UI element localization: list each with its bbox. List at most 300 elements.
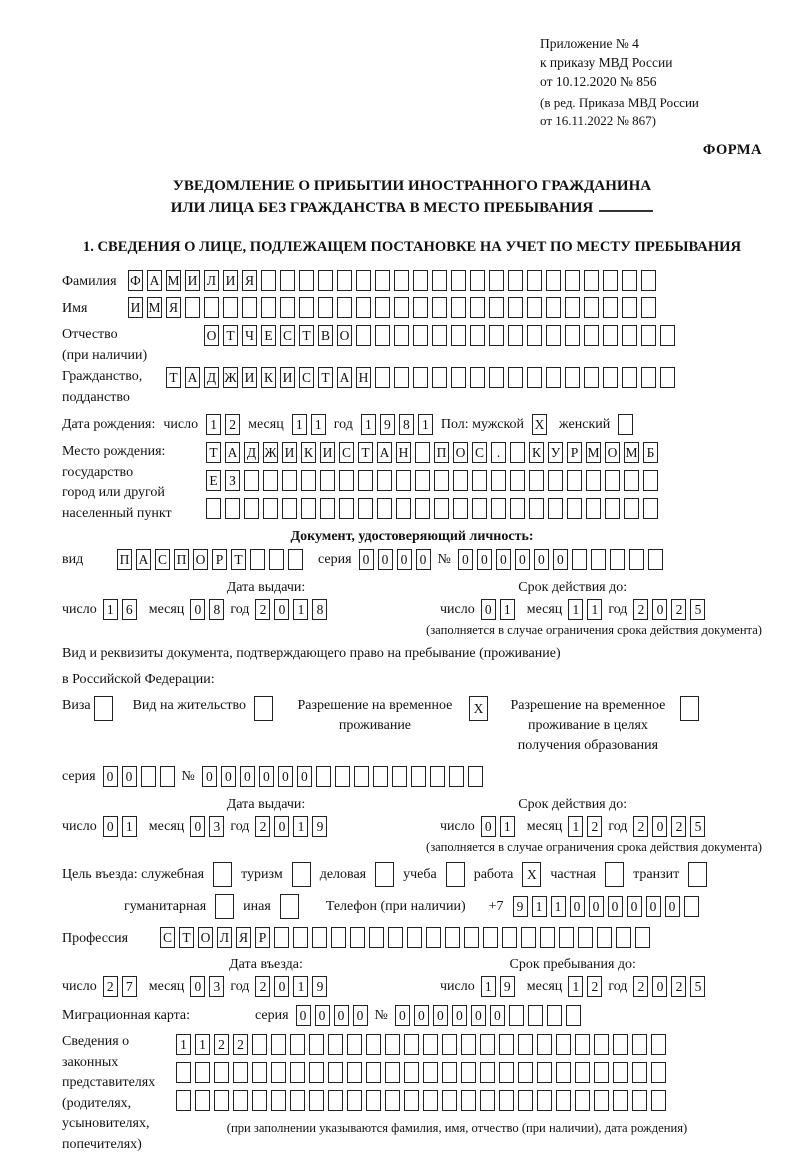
char-cell[interactable] bbox=[299, 270, 314, 291]
char-cell[interactable] bbox=[413, 367, 428, 388]
char-cell[interactable]: 0 bbox=[627, 896, 642, 917]
char-cell[interactable] bbox=[546, 367, 561, 388]
char-cell[interactable] bbox=[566, 1005, 581, 1026]
char-cell[interactable] bbox=[415, 442, 430, 463]
char-cell[interactable] bbox=[356, 270, 371, 291]
char-cell[interactable] bbox=[269, 549, 284, 570]
char-cell[interactable] bbox=[618, 414, 633, 435]
char-cell[interactable] bbox=[394, 367, 409, 388]
char-cell[interactable] bbox=[499, 1090, 514, 1111]
stay-day-input[interactable] bbox=[481, 976, 515, 997]
char-cell[interactable] bbox=[632, 1034, 647, 1055]
char-cell[interactable] bbox=[547, 1005, 562, 1026]
purpose-transit-checkbox[interactable] bbox=[688, 862, 707, 887]
purpose-tourism-checkbox[interactable] bbox=[292, 862, 311, 887]
char-cell[interactable] bbox=[261, 297, 276, 318]
char-cell[interactable] bbox=[350, 927, 365, 948]
char-cell[interactable] bbox=[309, 1034, 324, 1055]
char-cell[interactable]: Б bbox=[643, 442, 658, 463]
char-cell[interactable] bbox=[432, 367, 447, 388]
char-cell[interactable] bbox=[299, 297, 314, 318]
char-cell[interactable] bbox=[489, 297, 504, 318]
char-cell[interactable] bbox=[375, 270, 390, 291]
char-cell[interactable] bbox=[339, 498, 354, 519]
char-cell[interactable] bbox=[263, 470, 278, 491]
char-cell[interactable]: А bbox=[136, 549, 151, 570]
char-cell[interactable] bbox=[373, 766, 388, 787]
char-cell[interactable]: 0 bbox=[458, 549, 473, 570]
char-cell[interactable] bbox=[470, 270, 485, 291]
char-cell[interactable] bbox=[347, 1090, 362, 1111]
char-cell[interactable] bbox=[244, 470, 259, 491]
char-cell[interactable]: Я bbox=[236, 927, 251, 948]
char-cell[interactable]: М bbox=[586, 442, 601, 463]
char-cell[interactable] bbox=[529, 470, 544, 491]
char-cell[interactable] bbox=[356, 325, 371, 346]
char-cell[interactable] bbox=[556, 1034, 571, 1055]
char-cell[interactable]: X bbox=[532, 414, 547, 435]
char-cell[interactable]: А bbox=[185, 367, 200, 388]
char-cell[interactable]: 5 bbox=[690, 976, 705, 997]
temp-residence-checkbox[interactable] bbox=[469, 696, 488, 721]
char-cell[interactable] bbox=[548, 498, 563, 519]
char-cell[interactable]: 0 bbox=[259, 766, 274, 787]
char-cell[interactable]: 2 bbox=[671, 599, 686, 620]
char-cell[interactable]: 0 bbox=[103, 816, 118, 837]
doc-type-input[interactable] bbox=[117, 549, 303, 570]
char-cell[interactable] bbox=[271, 1062, 286, 1083]
char-cell[interactable] bbox=[603, 297, 618, 318]
char-cell[interactable]: 3 bbox=[209, 816, 224, 837]
char-cell[interactable]: 1 bbox=[293, 599, 308, 620]
patronymic-input[interactable] bbox=[204, 325, 675, 346]
birth-place-line2-input[interactable] bbox=[206, 470, 658, 491]
char-cell[interactable]: 1 bbox=[568, 599, 583, 620]
char-cell[interactable] bbox=[508, 367, 523, 388]
char-cell[interactable] bbox=[521, 927, 536, 948]
char-cell[interactable]: 0 bbox=[414, 1005, 429, 1026]
char-cell[interactable]: 0 bbox=[378, 549, 393, 570]
char-cell[interactable] bbox=[176, 1062, 191, 1083]
char-cell[interactable]: И bbox=[320, 442, 335, 463]
char-cell[interactable]: 1 bbox=[206, 414, 221, 435]
char-cell[interactable] bbox=[396, 470, 411, 491]
char-cell[interactable] bbox=[575, 1090, 590, 1111]
char-cell[interactable]: 0 bbox=[452, 1005, 467, 1026]
birth-place-line3-input[interactable] bbox=[206, 498, 658, 519]
citizenship-input[interactable] bbox=[166, 367, 675, 388]
char-cell[interactable]: 0 bbox=[240, 766, 255, 787]
char-cell[interactable]: 1 bbox=[176, 1034, 191, 1055]
gender-male-checkbox[interactable] bbox=[532, 414, 547, 435]
char-cell[interactable] bbox=[213, 862, 232, 887]
char-cell[interactable] bbox=[282, 470, 297, 491]
char-cell[interactable]: 0 bbox=[433, 1005, 448, 1026]
representatives-line2-input[interactable] bbox=[176, 1062, 666, 1083]
char-cell[interactable] bbox=[680, 696, 699, 721]
char-cell[interactable] bbox=[584, 325, 599, 346]
char-cell[interactable] bbox=[141, 766, 156, 787]
purpose-official-checkbox[interactable] bbox=[213, 862, 232, 887]
char-cell[interactable] bbox=[394, 297, 409, 318]
char-cell[interactable]: О bbox=[453, 442, 468, 463]
char-cell[interactable] bbox=[586, 470, 601, 491]
char-cell[interactable] bbox=[432, 270, 447, 291]
char-cell[interactable]: 0 bbox=[553, 549, 568, 570]
surname-input[interactable] bbox=[128, 270, 656, 291]
char-cell[interactable]: 0 bbox=[274, 976, 289, 997]
char-cell[interactable] bbox=[508, 270, 523, 291]
char-cell[interactable] bbox=[605, 470, 620, 491]
char-cell[interactable] bbox=[537, 1034, 552, 1055]
char-cell[interactable] bbox=[651, 1062, 666, 1083]
char-cell[interactable]: 0 bbox=[481, 816, 496, 837]
char-cell[interactable] bbox=[446, 862, 465, 887]
char-cell[interactable] bbox=[468, 766, 483, 787]
char-cell[interactable] bbox=[252, 1034, 267, 1055]
char-cell[interactable] bbox=[578, 927, 593, 948]
char-cell[interactable]: 1 bbox=[292, 414, 307, 435]
purpose-work-checkbox[interactable] bbox=[522, 862, 541, 887]
birth-day-input[interactable] bbox=[206, 414, 240, 435]
char-cell[interactable] bbox=[584, 367, 599, 388]
char-cell[interactable]: 3 bbox=[209, 976, 224, 997]
char-cell[interactable] bbox=[388, 927, 403, 948]
char-cell[interactable]: И bbox=[223, 270, 238, 291]
char-cell[interactable] bbox=[508, 325, 523, 346]
char-cell[interactable]: Т bbox=[299, 325, 314, 346]
char-cell[interactable] bbox=[339, 470, 354, 491]
char-cell[interactable] bbox=[540, 927, 555, 948]
char-cell[interactable] bbox=[394, 270, 409, 291]
char-cell[interactable]: 0 bbox=[570, 896, 585, 917]
char-cell[interactable] bbox=[377, 498, 392, 519]
char-cell[interactable] bbox=[470, 325, 485, 346]
char-cell[interactable] bbox=[328, 1062, 343, 1083]
doc-number-input[interactable] bbox=[458, 549, 663, 570]
char-cell[interactable]: 0 bbox=[190, 599, 205, 620]
char-cell[interactable]: 0 bbox=[190, 816, 205, 837]
char-cell[interactable] bbox=[510, 498, 525, 519]
doc-validity-day-input[interactable] bbox=[481, 599, 515, 620]
char-cell[interactable]: 2 bbox=[255, 976, 270, 997]
residence-issue-year-input[interactable] bbox=[255, 816, 327, 837]
char-cell[interactable]: 0 bbox=[652, 816, 667, 837]
char-cell[interactable] bbox=[489, 325, 504, 346]
stay-month-input[interactable] bbox=[568, 976, 602, 997]
char-cell[interactable] bbox=[423, 1034, 438, 1055]
char-cell[interactable]: О bbox=[337, 325, 352, 346]
residence-series-input[interactable] bbox=[103, 766, 175, 787]
char-cell[interactable] bbox=[358, 470, 373, 491]
char-cell[interactable] bbox=[214, 1090, 229, 1111]
char-cell[interactable]: 1 bbox=[500, 816, 515, 837]
residence-issue-month-input[interactable] bbox=[190, 816, 224, 837]
char-cell[interactable] bbox=[660, 367, 675, 388]
char-cell[interactable] bbox=[622, 325, 637, 346]
char-cell[interactable] bbox=[318, 270, 333, 291]
char-cell[interactable] bbox=[572, 549, 587, 570]
char-cell[interactable] bbox=[214, 1062, 229, 1083]
char-cell[interactable] bbox=[375, 367, 390, 388]
char-cell[interactable]: 2 bbox=[671, 816, 686, 837]
char-cell[interactable] bbox=[622, 297, 637, 318]
char-cell[interactable] bbox=[411, 766, 426, 787]
char-cell[interactable] bbox=[309, 1090, 324, 1111]
char-cell[interactable] bbox=[489, 270, 504, 291]
char-cell[interactable] bbox=[559, 927, 574, 948]
char-cell[interactable] bbox=[635, 927, 650, 948]
char-cell[interactable]: 1 bbox=[311, 414, 326, 435]
char-cell[interactable] bbox=[366, 1090, 381, 1111]
char-cell[interactable]: К bbox=[301, 442, 316, 463]
char-cell[interactable]: 0 bbox=[471, 1005, 486, 1026]
char-cell[interactable] bbox=[347, 1062, 362, 1083]
char-cell[interactable] bbox=[603, 325, 618, 346]
char-cell[interactable] bbox=[413, 297, 428, 318]
char-cell[interactable] bbox=[404, 1034, 419, 1055]
char-cell[interactable]: П bbox=[117, 549, 132, 570]
char-cell[interactable] bbox=[575, 1062, 590, 1083]
char-cell[interactable]: Р bbox=[212, 549, 227, 570]
char-cell[interactable] bbox=[584, 297, 599, 318]
char-cell[interactable] bbox=[407, 927, 422, 948]
char-cell[interactable]: Р bbox=[567, 442, 582, 463]
char-cell[interactable]: 0 bbox=[221, 766, 236, 787]
char-cell[interactable]: Ф bbox=[128, 270, 143, 291]
char-cell[interactable]: 0 bbox=[190, 976, 205, 997]
char-cell[interactable]: 0 bbox=[416, 549, 431, 570]
char-cell[interactable]: 5 bbox=[690, 816, 705, 837]
char-cell[interactable]: 6 bbox=[122, 599, 137, 620]
char-cell[interactable] bbox=[320, 498, 335, 519]
char-cell[interactable] bbox=[404, 1090, 419, 1111]
char-cell[interactable]: И bbox=[280, 367, 295, 388]
char-cell[interactable] bbox=[290, 1062, 305, 1083]
char-cell[interactable] bbox=[280, 297, 295, 318]
char-cell[interactable] bbox=[684, 896, 699, 917]
char-cell[interactable] bbox=[489, 367, 504, 388]
char-cell[interactable] bbox=[442, 1062, 457, 1083]
profession-input[interactable] bbox=[160, 927, 650, 948]
char-cell[interactable] bbox=[432, 325, 447, 346]
char-cell[interactable]: Я bbox=[242, 270, 257, 291]
char-cell[interactable]: Д bbox=[204, 367, 219, 388]
char-cell[interactable] bbox=[575, 1034, 590, 1055]
gender-female-checkbox[interactable] bbox=[618, 414, 633, 435]
char-cell[interactable]: 0 bbox=[297, 766, 312, 787]
char-cell[interactable] bbox=[643, 470, 658, 491]
char-cell[interactable] bbox=[603, 367, 618, 388]
char-cell[interactable] bbox=[584, 270, 599, 291]
char-cell[interactable] bbox=[430, 766, 445, 787]
char-cell[interactable] bbox=[301, 470, 316, 491]
char-cell[interactable] bbox=[641, 325, 656, 346]
char-cell[interactable] bbox=[499, 1062, 514, 1083]
char-cell[interactable]: 9 bbox=[380, 414, 395, 435]
char-cell[interactable] bbox=[442, 1034, 457, 1055]
char-cell[interactable]: 0 bbox=[515, 549, 530, 570]
char-cell[interactable] bbox=[565, 325, 580, 346]
char-cell[interactable]: И bbox=[185, 270, 200, 291]
char-cell[interactable] bbox=[375, 325, 390, 346]
char-cell[interactable] bbox=[250, 549, 265, 570]
char-cell[interactable]: 0 bbox=[496, 549, 511, 570]
char-cell[interactable]: О bbox=[204, 325, 219, 346]
char-cell[interactable] bbox=[366, 1062, 381, 1083]
char-cell[interactable] bbox=[527, 325, 542, 346]
char-cell[interactable]: 0 bbox=[359, 549, 374, 570]
char-cell[interactable] bbox=[320, 470, 335, 491]
char-cell[interactable]: 5 bbox=[690, 599, 705, 620]
char-cell[interactable] bbox=[254, 696, 273, 721]
char-cell[interactable]: X bbox=[469, 696, 488, 721]
firstname-input[interactable] bbox=[128, 297, 656, 318]
char-cell[interactable] bbox=[288, 549, 303, 570]
char-cell[interactable] bbox=[472, 498, 487, 519]
char-cell[interactable] bbox=[688, 862, 707, 887]
char-cell[interactable] bbox=[392, 766, 407, 787]
char-cell[interactable]: Т bbox=[206, 442, 221, 463]
char-cell[interactable] bbox=[449, 766, 464, 787]
char-cell[interactable] bbox=[510, 470, 525, 491]
char-cell[interactable] bbox=[451, 325, 466, 346]
char-cell[interactable] bbox=[641, 297, 656, 318]
char-cell[interactable] bbox=[394, 325, 409, 346]
char-cell[interactable] bbox=[603, 270, 618, 291]
char-cell[interactable] bbox=[461, 1034, 476, 1055]
char-cell[interactable] bbox=[451, 297, 466, 318]
char-cell[interactable] bbox=[509, 1005, 524, 1026]
char-cell[interactable] bbox=[518, 1090, 533, 1111]
char-cell[interactable]: 1 bbox=[587, 599, 602, 620]
residence-validity-year-input[interactable] bbox=[633, 816, 705, 837]
char-cell[interactable] bbox=[453, 498, 468, 519]
char-cell[interactable] bbox=[565, 297, 580, 318]
char-cell[interactable]: 0 bbox=[477, 549, 492, 570]
char-cell[interactable]: 2 bbox=[214, 1034, 229, 1055]
char-cell[interactable]: Е bbox=[261, 325, 276, 346]
char-cell[interactable] bbox=[613, 1062, 628, 1083]
char-cell[interactable] bbox=[461, 1062, 476, 1083]
char-cell[interactable] bbox=[556, 1062, 571, 1083]
char-cell[interactable]: О bbox=[198, 927, 213, 948]
char-cell[interactable] bbox=[356, 297, 371, 318]
residence-validity-month-input[interactable] bbox=[568, 816, 602, 837]
char-cell[interactable]: 0 bbox=[589, 896, 604, 917]
char-cell[interactable]: 2 bbox=[255, 599, 270, 620]
char-cell[interactable] bbox=[271, 1034, 286, 1055]
char-cell[interactable] bbox=[337, 297, 352, 318]
char-cell[interactable]: С bbox=[299, 367, 314, 388]
char-cell[interactable] bbox=[613, 1034, 628, 1055]
entry-day-input[interactable] bbox=[103, 976, 137, 997]
char-cell[interactable] bbox=[461, 1090, 476, 1111]
char-cell[interactable] bbox=[594, 1062, 609, 1083]
char-cell[interactable] bbox=[594, 1034, 609, 1055]
char-cell[interactable]: М bbox=[166, 270, 181, 291]
char-cell[interactable] bbox=[375, 297, 390, 318]
char-cell[interactable]: Т bbox=[223, 325, 238, 346]
char-cell[interactable] bbox=[632, 1062, 647, 1083]
char-cell[interactable] bbox=[591, 549, 606, 570]
char-cell[interactable]: Т bbox=[358, 442, 373, 463]
char-cell[interactable] bbox=[366, 1034, 381, 1055]
char-cell[interactable] bbox=[491, 470, 506, 491]
phone-input[interactable] bbox=[513, 896, 699, 917]
char-cell[interactable]: 0 bbox=[534, 549, 549, 570]
char-cell[interactable]: 8 bbox=[209, 599, 224, 620]
char-cell[interactable] bbox=[565, 270, 580, 291]
doc-validity-month-input[interactable] bbox=[568, 599, 602, 620]
char-cell[interactable] bbox=[354, 766, 369, 787]
representatives-line3-input[interactable] bbox=[176, 1090, 666, 1111]
char-cell[interactable] bbox=[290, 1034, 305, 1055]
char-cell[interactable]: 1 bbox=[195, 1034, 210, 1055]
char-cell[interactable] bbox=[415, 498, 430, 519]
char-cell[interactable]: Ж bbox=[223, 367, 238, 388]
char-cell[interactable] bbox=[445, 927, 460, 948]
char-cell[interactable] bbox=[385, 1062, 400, 1083]
char-cell[interactable] bbox=[415, 470, 430, 491]
doc-issue-month-input[interactable] bbox=[190, 599, 224, 620]
char-cell[interactable] bbox=[293, 927, 308, 948]
char-cell[interactable] bbox=[385, 1034, 400, 1055]
char-cell[interactable]: 1 bbox=[551, 896, 566, 917]
char-cell[interactable] bbox=[195, 1062, 210, 1083]
birth-month-input[interactable] bbox=[292, 414, 326, 435]
char-cell[interactable] bbox=[480, 1034, 495, 1055]
char-cell[interactable] bbox=[643, 498, 658, 519]
char-cell[interactable] bbox=[377, 470, 392, 491]
char-cell[interactable] bbox=[632, 1090, 647, 1111]
char-cell[interactable]: 2 bbox=[225, 414, 240, 435]
purpose-private-checkbox[interactable] bbox=[605, 862, 624, 887]
char-cell[interactable]: И bbox=[128, 297, 143, 318]
char-cell[interactable]: 0 bbox=[395, 1005, 410, 1026]
char-cell[interactable]: Д bbox=[244, 442, 259, 463]
char-cell[interactable]: . bbox=[491, 442, 506, 463]
char-cell[interactable]: 1 bbox=[418, 414, 433, 435]
stay-year-input[interactable] bbox=[633, 976, 705, 997]
purpose-business-checkbox[interactable] bbox=[375, 862, 394, 887]
char-cell[interactable] bbox=[586, 498, 601, 519]
char-cell[interactable] bbox=[510, 442, 525, 463]
char-cell[interactable] bbox=[206, 498, 221, 519]
residence-number-input[interactable] bbox=[202, 766, 483, 787]
char-cell[interactable] bbox=[622, 270, 637, 291]
char-cell[interactable]: 2 bbox=[587, 976, 602, 997]
char-cell[interactable] bbox=[565, 367, 580, 388]
char-cell[interactable]: 0 bbox=[334, 1005, 349, 1026]
char-cell[interactable]: 0 bbox=[274, 599, 289, 620]
char-cell[interactable]: С bbox=[472, 442, 487, 463]
char-cell[interactable]: 8 bbox=[399, 414, 414, 435]
char-cell[interactable] bbox=[301, 498, 316, 519]
char-cell[interactable] bbox=[622, 367, 637, 388]
char-cell[interactable]: П bbox=[174, 549, 189, 570]
char-cell[interactable] bbox=[252, 1090, 267, 1111]
char-cell[interactable]: 0 bbox=[274, 816, 289, 837]
doc-issue-day-input[interactable] bbox=[103, 599, 137, 620]
char-cell[interactable]: 0 bbox=[353, 1005, 368, 1026]
char-cell[interactable]: 1 bbox=[361, 414, 376, 435]
char-cell[interactable]: 2 bbox=[233, 1034, 248, 1055]
char-cell[interactable] bbox=[215, 894, 234, 919]
char-cell[interactable] bbox=[616, 927, 631, 948]
char-cell[interactable] bbox=[204, 297, 219, 318]
temp-residence-education-checkbox[interactable] bbox=[680, 696, 699, 721]
